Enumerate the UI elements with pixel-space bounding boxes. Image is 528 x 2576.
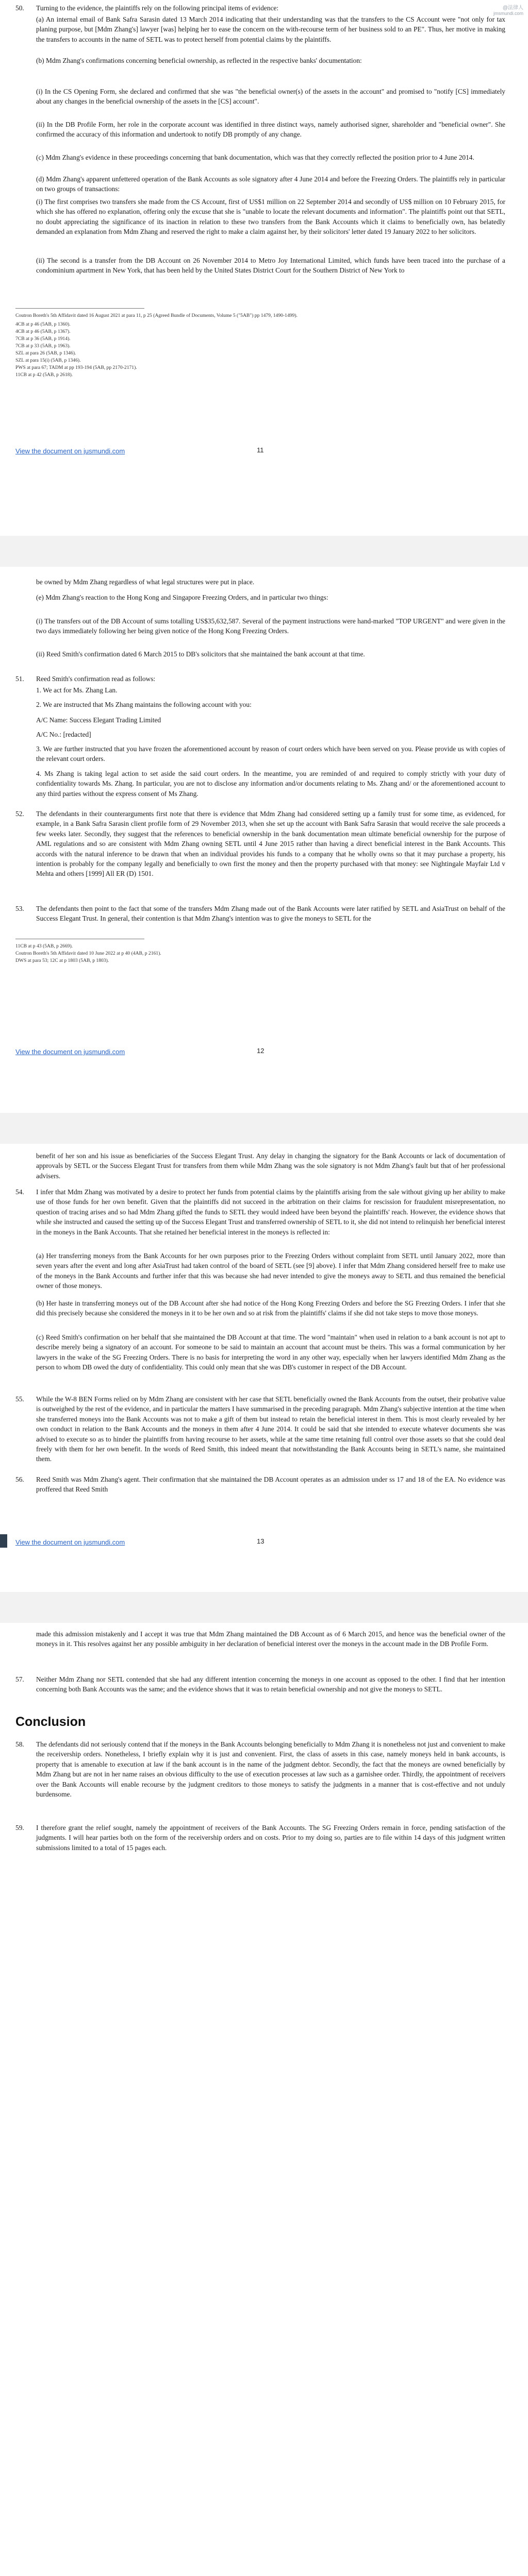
paragraph: (a) An internal email of Bank Safra Sarasin dated 13 March 2014 indicating that their understanding was that the transfers to the CS Account were "not only for tax planing purpose, but [Mdm Zhang's] lawyer [was] helping her to ease the concern on the with-recourse term of her business sold to an PE". Thus, her motive in making the transfers to accounts in the name of SETL was to protect herself from potential claims by the plaintiffs.: [36, 15, 505, 43]
paragraph: made this admission mistakenly and I accept it was true that Mdm Zhang maintained the DB Account as of 6 March 2015, and hence was the beneficial owner of the moneys in it. This resolves against her any possible ambiguity in her declaration of beneficial interest over the moneys in the account made in the DB Profile Form.: [36, 1630, 505, 1648]
view-on-jusmundi-link[interactable]: View the document on jusmundi.com: [15, 447, 125, 455]
paragraph: (i) The first comprises two transfers she made from the CS Account, first of US$1 million on 22 September 2014 and secondly of US$ million on 10 February 2015, for which she has offered no explanation, offering only the excuse that she is "unable to locate the relevant documents and information". The plaintiffs point out that SETL, no doubt appreciating the significance of its inaction in relation to these two transfers from the Bank Accounts which it claims to beneficially own, has belatedly demanded an explanation from Mdm Zhang and reserved the right to make a claim against her, by their solicitors' letter dated 19 January 2022 to her solicitors.: [36, 198, 505, 236]
watermark-handle: @法律人: [502, 5, 523, 11]
para-number: 58.: [15, 1740, 24, 1748]
paragraph: be owned by Mdm Zhang regardless of what legal structures were put in place.: [36, 578, 255, 586]
paragraph: Reed Smith was Mdm Zhang's agent. Their confirmation that she maintained the DB Account operates as an admission under ss 17 and 18 of the EA. No evidence was proffered that Reed Smith: [36, 1476, 505, 1494]
view-on-jusmundi-link[interactable]: View the document on jusmundi.com: [15, 1048, 125, 1056]
page-gap: [0, 1113, 528, 1144]
watermark-site: jmsmundi.com: [493, 11, 523, 16]
footnote: SZL at para 26 (5AB, p 1346).: [15, 350, 76, 356]
document-page-13: [0, 1144, 528, 1592]
para-number: 53.: [15, 905, 24, 912]
page-gap: [0, 536, 528, 567]
paragraph: (c) Mdm Zhang's evidence in these proceedings concerning that bank documentation, which was that they correctly reflected the position prior to 4 June 2014.: [36, 154, 474, 161]
quoted-line: A/C No.: [redacted]: [36, 731, 91, 738]
footnote: 7CB at p 33 (5AB, p 1963).: [15, 343, 71, 349]
quoted-line: 2. We are instructed that Ms Zhang maintains the following account with you:: [36, 701, 252, 708]
quoted-line: 4. Ms Zhang is taking legal action to set aside the said court orders. In the meantime, you are reminded of and required to comply strictly with your duty of confidentiality towards Ms. Zhang. In particular, you are not to disclose any information and/or documents relating to Ms. Zhang and/ or the aforementioned account to any third parties without the express consent of Ms Zhang.: [36, 770, 505, 798]
paragraph: The defendants in their counterarguments first note that there is evidence that Mdm Zhang had considered setting up a family trust for some time, as evidenced, for example, in a Bank Safra Sarasin client profile form of 29 November 2013, when she set up the account with Bank Safra Sarasin that would receive the sale proceeds a few weeks later. Secondly, they suggest that the references to beneficial ownership in the bank documentation mean ultimate beneficial ownership for the purpose of AML regulations and so are consistent with Mdm Zhang owning SETL until 4 June 2015 rather than having a direct beneficial interest in the Bank Accounts. This accords with the natural inference to be drawn that when an individual provides his funds to a company that he wholly owns so that it may purchase a property, his intention is probably for the company legally and beneficially to own first the money and then the property purchased with that money: see Nightingale Mayfair Ltd v Mehta and others [1999] All ER (D) 1501.: [36, 810, 505, 878]
para-number: 59.: [15, 1824, 24, 1832]
footnote: DWS at para 53; 12C at p 1803 (5AB, p 1803).: [15, 958, 109, 963]
page-number: 12: [257, 1047, 265, 1055]
footnote: 4CB at p 46 (5AB, p 1360).: [15, 321, 71, 327]
footnote: 11CB at p 43 (5AB, p 2669).: [15, 943, 73, 949]
paragraph: (b) Mdm Zhang's confirmations concerning beneficial ownership, as reflected in the respective banks' documentation:: [36, 57, 362, 64]
page-gap: [0, 1592, 528, 1623]
paragraph: While the W-8 BEN Forms relied on by Mdm Zhang are consistent with her case that SETL beneficially owned the Bank Accounts from the outset, their probative value is outweighed by the rest of the evidence, and in particular the matters I have summarised in the preceding paragraph. Mdm Zhang's subjective intention at the time when she transferred moneys into the Bank Accounts was not to make a gift of them but instead to retain the beneficial interest in them. This is most clearly revealed by her own conduct in relation to the Bank Accounts and the moneys in them after 4 June 2014. It could be said that she intended to execute whatever documents she was advised to execute so as to hinder the plaintiffs from having recourse to her assets, while at the same time retaining full control over those assets so that she could deal freely with them for her own benefit. In the words of Reed Smith, this indeed meant that notwithstanding the Bank Accounts being in SETL's name, she maintained them.: [36, 1395, 505, 1463]
footnote: Coutron Boreth's 5th Affidavit dated 16 August 2021 at para 11, p 25 (Agreed Bundle of Documents, Volume 5 ("5AB") pp 1479, 1490-1499).: [15, 313, 298, 318]
paragraph: Reed Smith's confirmation read as follows:: [36, 675, 156, 683]
footnote-rule: [15, 308, 144, 309]
document-page-14: [0, 1623, 528, 2576]
paragraph: (i) In the CS Opening Form, she declared and confirmed that she was "the beneficial owner(s) of the assets in the account" and promised to "notify [CS] immediately about any changes in the beneficial ownership of the assets in the [CS] account".: [36, 88, 505, 106]
paragraph: (ii) In the DB Profile Form, her role in the corporate account was identified in three distinct ways, namely authorised signer, shareholder and "beneficial owner". She confirmed the accuracy of this information and undertook to notify DB promptly of any change.: [36, 121, 505, 139]
left-edge-marker: [0, 1534, 7, 1548]
paragraph: (e) Mdm Zhang's reaction to the Hong Kong and Singapore Freezing Orders, and in particular two things:: [36, 594, 328, 601]
page-number: 13: [257, 1537, 265, 1545]
footnote: PWS at para 67; TADM at pp 193-194 (5AB, pp 2170-2171).: [15, 365, 137, 370]
paragraph: The defendants then point to the fact that some of the transfers Mdm Zhang made out of the Bank Accounts were later ratified by SETL and AsiaTrust on behalf of the Success Elegant Trust. In general, their contention is that Mdm Zhang's intention was to give the moneys to SETL for the: [36, 905, 505, 923]
para-number: 55.: [15, 1395, 24, 1403]
quoted-line: 3. We are further instructed that you have frozen the aforementioned account by reason of court orders which have been served on you. Please provide us with copies of the relevant court orders.: [36, 745, 505, 763]
para-number: 57.: [15, 1675, 24, 1683]
paragraph: Turning to the evidence, the plaintiffs rely on the following principal items of evidence:: [36, 4, 279, 12]
para-number: 51.: [15, 675, 24, 683]
footnote: 4CB at p 46 (5AB, p 1367).: [15, 329, 71, 334]
quoted-line: 1. We act for Ms. Zhang Lan.: [36, 686, 118, 694]
page-number: 11: [257, 446, 264, 454]
paragraph: I therefore grant the relief sought, namely the appointment of receivers of the Bank Accounts. The SG Freezing Orders remain in force, pending satisfaction of the judgments. I will hear parties both on the form of the receivership orders and on costs. Prior to my doing so, parties are to file within 14 days of this judgment written submissions limited to a total of 15 pages each.: [36, 1824, 505, 1852]
footnote: Coutron Boreth's 5th Affidavit dated 10 June 2022 at p 40 (4AB, p 2161).: [15, 951, 161, 956]
paragraph: benefit of her son and his issue as beneficiaries of the Success Elegant Trust. Any delay in changing the signatory for the Bank Accounts or lack of documentation of approvals by SETL or the Success Elegant Trust for transfers from them while Mdm Zhang was the sole signatory is not Mdm Zhang's fault but that of her professional advisers.: [36, 1152, 505, 1180]
paragraph: (a) Her transferring moneys from the Bank Accounts for her own purposes prior to the Freezing Orders without complaint from SETL until January 2022, more than seven years after the event and long after AsiaTrust had taken control of the board of SETL (see [9] above). I infer that Mdm Zhang considered herself free to make use of the moneys in the Bank Accounts and further infer that this was because she had never intended to give the moneys away to SETL and thus remained the beneficial owner of those moneys.: [36, 1252, 505, 1290]
paragraph: (b) Her haste in transferring moneys out of the DB Account after she had notice of the Hong Kong Freezing Orders and before the SG Freezing Orders. I infer that she did this precisely because she considered the moneys in it to be her own and so at risk from the plaintiffs' claims if she did not take steps to move those moneys.: [36, 1299, 505, 1317]
paragraph: (c) Reed Smith's confirmation on her behalf that she maintained the DB Account at that time. The word "maintain" when used in relation to a bank account is not apt to describe merely being a signatory of an account. For someone to be said to maintain an account that account must be theirs. This was a formal communication by her lawyers in the wake of the SG Freezing Orders. There is no basis for interpreting the word in any other way, especially when her lawyers identified Mdm Zhang as the person to whom DB owed the duty of confidentiality. This could only mean that she was DB's customer in respect of the DB Account.: [36, 1333, 505, 1371]
quoted-line: A/C Name: Success Elegant Trading Limited: [36, 716, 161, 724]
paragraph: (ii) Reed Smith's confirmation dated 6 March 2015 to DB's solicitors that she maintained the bank account at that time.: [36, 650, 365, 658]
footnote: 11CB at p 42 (5AB, p 2618).: [15, 372, 73, 378]
document-page-12: [0, 567, 528, 1113]
footnote: SZL at para 15(i) (5AB, p 1346).: [15, 358, 81, 363]
para-number: 52.: [15, 810, 24, 818]
para-number: 50.: [15, 4, 24, 12]
paragraph: (ii) The second is a transfer from the DB Account on 26 November 2014 to Metro Joy International Limited, which funds have been traced into the purchase of a condominium apartment in New York, that has been held by the United States District Court for the Southern District of New York to: [36, 257, 505, 275]
paragraph: (d) Mdm Zhang's apparent unfettered operation of the Bank Accounts as sole signatory after 4 June 2014 and before the Freezing Orders. The plaintiffs rely in particular on two groups of transactions:: [36, 175, 505, 193]
para-number: 54.: [15, 1188, 24, 1196]
section-heading: Conclusion: [15, 1715, 86, 1729]
paragraph: (i) The transfers out of the DB Account of sums totalling US$35,632,587. Several of the payment instructions were hand-marked "TOP URGENT" and were given in the two days immediately following her being given notice of the Hong Kong Freezing Orders.: [36, 617, 505, 635]
paragraph: Neither Mdm Zhang nor SETL contended that she had any different intention concerning the moneys in one account as opposed to the other. I find that her intention concerning both Bank Accounts was the same; and the evidence shows that it was to retain beneficial ownership and not give the moneys to SETL.: [36, 1675, 505, 1693]
footnote: 7CB at p 36 (5AB, p 1914).: [15, 336, 71, 342]
paragraph: I infer that Mdm Zhang was motivated by a desire to protect her funds from potential claims by the plaintiffs arising from the sale without giving up her ability to make use of those funds for her own benefit. Given that the plaintiffs did not succeed in the arbitration on their claims for rescission for fraudulent misrepresentation, no question of tracing arises and so had Mdm Zhang gifted the funds to SETL they would indeed have been beyond the plaintiffs' reach. However, the evidence shows that while she instructed and caused the setting up of the Success Elegant Trust and transferred ownership of SETL to it, she did not intend to relinquish her beneficial interest in the moneys in the Bank Accounts. That she retained her beneficial interest in the moneys is reflected in:: [36, 1188, 505, 1236]
paragraph: The defendants did not seriously contend that if the moneys in the Bank Accounts belonging beneficially to Mdm Zhang it is nonetheless not just and convenient to make the receivership orders. Nonetheless, I briefly explain why it is just and convenient. First, the class of assets in this case, namely moneys held in bank accounts, is property that is amenable to execution at law if the bank account is in the name of the judgment debtor. Secondly, the fact that the moneys are owned beneficially by Mdm Zhang but are not in her name raises an obvious difficulty to the use of execution processes at law such as a garnishee order. Thirdly, the appointment of receivers over the Bank Accounts will enable recourse by the judgment creditors to those moneys to satisfy the judgments in a manner that is cost-effective and not unduly burdensome.: [36, 1740, 505, 1799]
para-number: 56.: [15, 1476, 24, 1483]
document-page-11: [0, 0, 528, 536]
watermark: [482, 3, 523, 16]
view-on-jusmundi-link[interactable]: View the document on jusmundi.com: [15, 1538, 125, 1546]
